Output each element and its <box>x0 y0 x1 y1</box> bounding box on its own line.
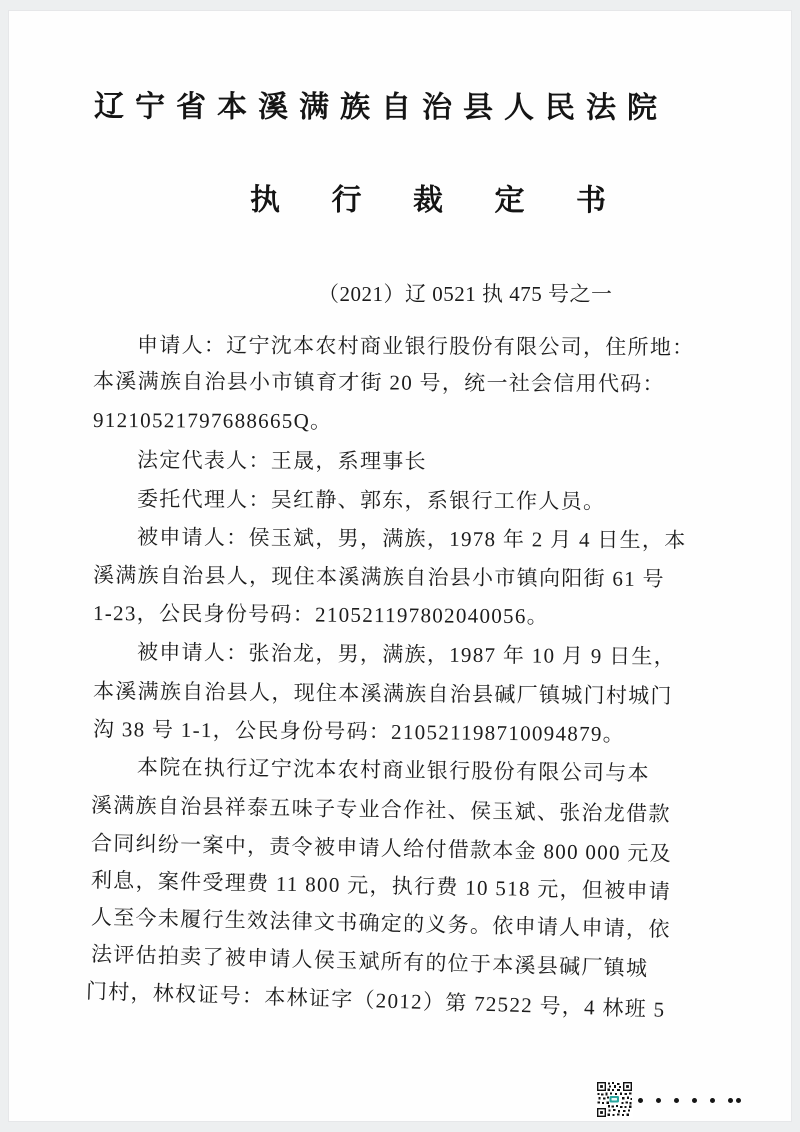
doc-line: 申请人：辽宁沈本农村商业银行股份有限公司，住所地： <box>136 333 695 360</box>
dot-separator <box>638 1097 741 1103</box>
doc-line: 91210521797688665Q。 <box>92 408 333 434</box>
doc-line: 人至今未履行生效法律文书确定的义务。依申请人申请，依 <box>90 905 671 942</box>
qr-code-icon <box>596 1081 633 1118</box>
doc-line: 门村，林权证号：本林证字（2012）第 72522 号，4 林班 5 <box>85 979 666 1022</box>
doc-line: 被申请人：侯玉斌，男，满族，1978 年 2 月 4 日生，本 <box>136 525 687 553</box>
doc-line: 本溪满族自治县小市镇育才街 20 号，统一社会信用代码： <box>92 369 665 396</box>
doc-line: 本院在执行辽宁沈本农村商业银行股份有限公司与本 <box>136 755 651 786</box>
doc-line: 合同纠纷一案中，责令被申请人给付借款本金 800 000 元及 <box>90 831 673 866</box>
court-name: 辽宁省本溪满族自治县人民法院 <box>93 90 669 125</box>
doc-line: 委托代理人：吴红静、郭东，系银行工作人员。 <box>136 487 606 514</box>
doc-line: 本溪满族自治县人，现住本溪满族自治县碱厂镇城门村城门 <box>92 679 673 709</box>
doc-line: 沟 38 号 1-1，公民身份号码：210521198710094879。 <box>92 717 626 747</box>
doc-line: 1-23，公民身份号码：210521197802040056。 <box>92 601 550 629</box>
doc-line: 溪满族自治县人，现住本溪满族自治县小市镇向阳街 61 号 <box>92 563 665 591</box>
doc-line: 法定代表人：王晟，系理事长 <box>136 448 427 474</box>
case-number: （2021）辽 0521 执 475 号之一 <box>318 282 613 306</box>
doc-line: 法评估拍卖了被申请人侯玉斌所有的位于本溪县碱厂镇城 <box>90 942 649 981</box>
document-title: 执 行 裁 定 书 <box>249 183 629 218</box>
doc-line: 被申请人：张治龙，男，满族，1987 年 10 月 9 日生， <box>136 640 677 669</box>
doc-line: 溪满族自治县祥泰五味子专业合作社、侯玉斌、张治龙借款 <box>90 793 671 827</box>
doc-line: 利息，案件受理费 11 800 元，执行费 10 518 元，但被申请 <box>90 868 672 904</box>
